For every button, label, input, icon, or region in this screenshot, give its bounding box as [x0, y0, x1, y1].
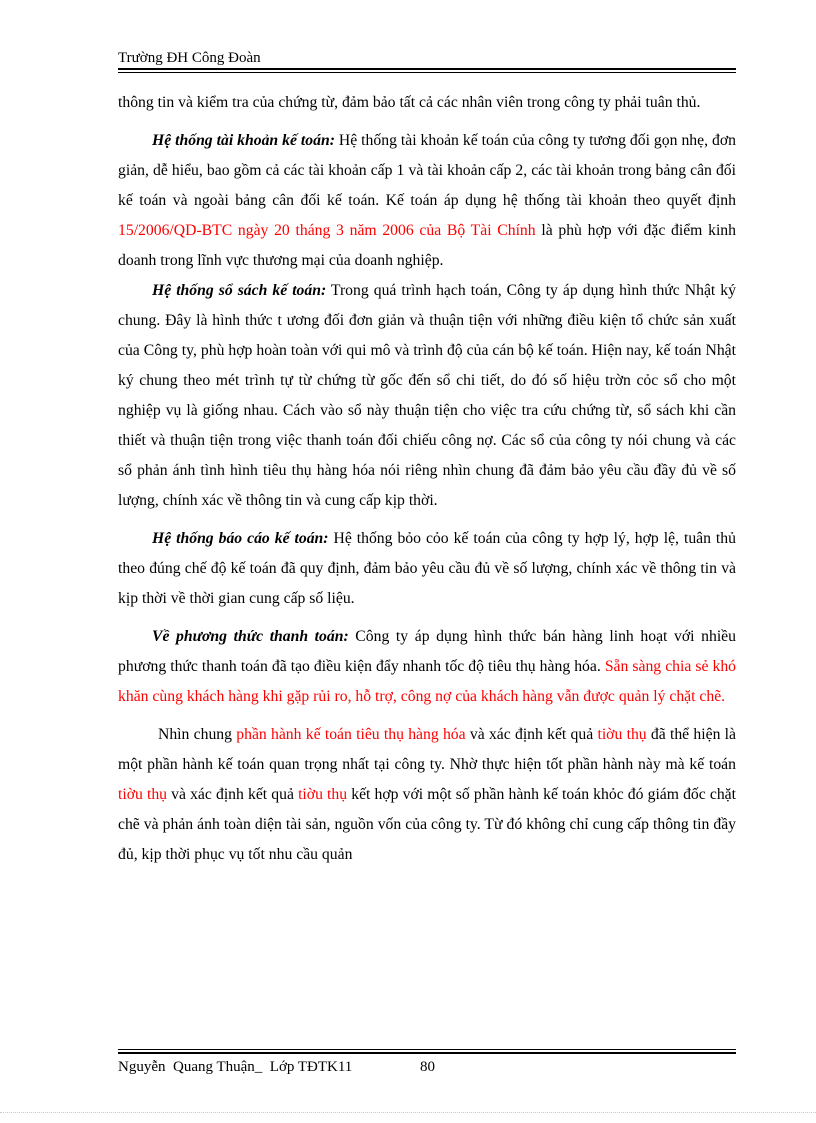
paragraph-account-system — [118, 126, 736, 276]
paragraph-text: Hệ thống tài khoản kế toán của công ty tương đối gọn nhẹ, đơn giản, dễ hiểu, bao gồm cả các tài khoản cấp 1 và tài khoản cấp 2, các tài khoản trong bảng cân đối kế toán và ngoài bảng cân đối kế toán. Kế toán áp dụng hệ thống tài khoản theo quyết định — [118, 132, 736, 209]
paragraph-text: là phù hợp với đặc điểm kinh doanh trong lĩnh vực thương mại của doanh nghiệp. — [118, 222, 736, 269]
paragraph-text: Công ty áp dụng hình thức bán hàng linh hoạt với nhiều phương thức thanh toán đã tạo điều kiện đẩy nhanh tốc độ tiêu thụ hàng hóa. — [118, 628, 736, 675]
paragraph-text: và xác định kết quả — [465, 726, 598, 743]
paragraph-lead: Hệ thống tài khoản kế toán: — [152, 132, 335, 149]
paragraph-lead: Hệ thống báo cáo kế toán: — [152, 530, 329, 547]
paragraph-lead: Về phương thức thanh toán: — [152, 628, 349, 645]
paragraph-conclusion — [118, 720, 736, 870]
paragraph-continuation: thông tin và kiểm tra của chứng từ, đảm bảo tất cả các nhân viên trong công ty phải tuân thủ. — [118, 94, 701, 111]
page-body — [118, 88, 736, 870]
footer-rule-top — [118, 1049, 736, 1050]
footer-author: Nguyễn Quang Thuận_ Lớp TĐTK11 — [118, 1059, 353, 1075]
page-number: 80 — [420, 1059, 435, 1075]
footer-rule-bottom — [118, 1052, 736, 1054]
page-boundary — [0, 1112, 816, 1113]
highlighted-text: tiờu thụ — [298, 786, 348, 803]
paragraph-text: Hệ thống bỏo cỏo kế toán của công ty hợp lý, hợp lệ, tuân thủ theo đúng chế độ kế toán đã quy định, đảm bảo yêu cầu đủ về số lượng, chính xác về thông tin và kịp thời về thời gian cung cấp số liệu. — [118, 530, 736, 607]
paragraph-text: đã thể hiện là một phần hành kế toán quan trọng nhất tại công ty. Nhờ thực hiện tốt phần hành này mà kế toán — [118, 726, 736, 773]
paragraph-report-system — [118, 524, 736, 614]
highlighted-text: phần hành kế toán tiêu thụ hàng hóa — [236, 726, 466, 743]
paragraph-lead: Hệ thống sổ sách kế toán: — [152, 282, 327, 299]
paragraph-text: và xác định kết quả — [167, 786, 299, 803]
highlighted-text: tiờu thụ — [118, 786, 168, 803]
paragraph-payment-method — [118, 622, 736, 712]
paragraph-text: Nhìn chung — [158, 726, 237, 743]
paragraph-books-system — [118, 276, 736, 516]
highlighted-text: Sẵn sàng chia sẻ khó khăn cùng khách hàng khi gặp rủi ro, hỗ trợ, công nợ của khách hàng vẫn được quản lý chặt chẽ. — [118, 658, 737, 705]
header-rule-top — [118, 68, 736, 70]
paragraph-text: Trong quá trình hạch toán, Công ty áp dụng hình thức Nhật ký chung. Đây là hình thức t ương đối đơn giản và thuận tiện với những điều kiện tổ chức sản xuất của Công ty, phù hợp hoàn toàn với qui mô và trình độ của cán bộ kế toán. Hiện nay, kế toán Nhật ký chung theo mét trình tự từ chứng từ gốc đến sổ chi tiết, do đó số hiệu trờn cỏc sổ cho một nghiệp vụ là giống nhau. Cách vào sổ này thuận tiện cho việc tra cứu chứng từ, sổ sách khi cần thiết và thuận tiện trong việc thanh toán đối chiếu công nợ. Các sổ của công ty nói chung và các sổ phản ánh tình hình tiêu thụ hàng hóa nói riêng nhìn chung đã đảm bảo yêu cầu đầy đủ về số lượng, chính xác về thông tin và cung cấp kịp thời. — [118, 282, 736, 509]
highlighted-text: tiờu thụ — [597, 726, 647, 743]
header-school: Trường ĐH Công Đoàn — [118, 50, 261, 66]
header-rule-bottom — [118, 72, 736, 73]
paragraph-text: kết hợp với một số phần hành kế toán khỏc đó giám đốc chặt chẽ và phản ánh toàn diện tài sản, nguồn vốn của công ty. Từ đó không chỉ cung cấp thông tin đầy đủ, kịp thời phục vụ tốt nhu cầu quản — [118, 786, 736, 863]
highlighted-text: 15/2006/QD-BTC ngày 20 tháng 3 năm 2006 của Bộ Tài Chính — [118, 222, 536, 239]
